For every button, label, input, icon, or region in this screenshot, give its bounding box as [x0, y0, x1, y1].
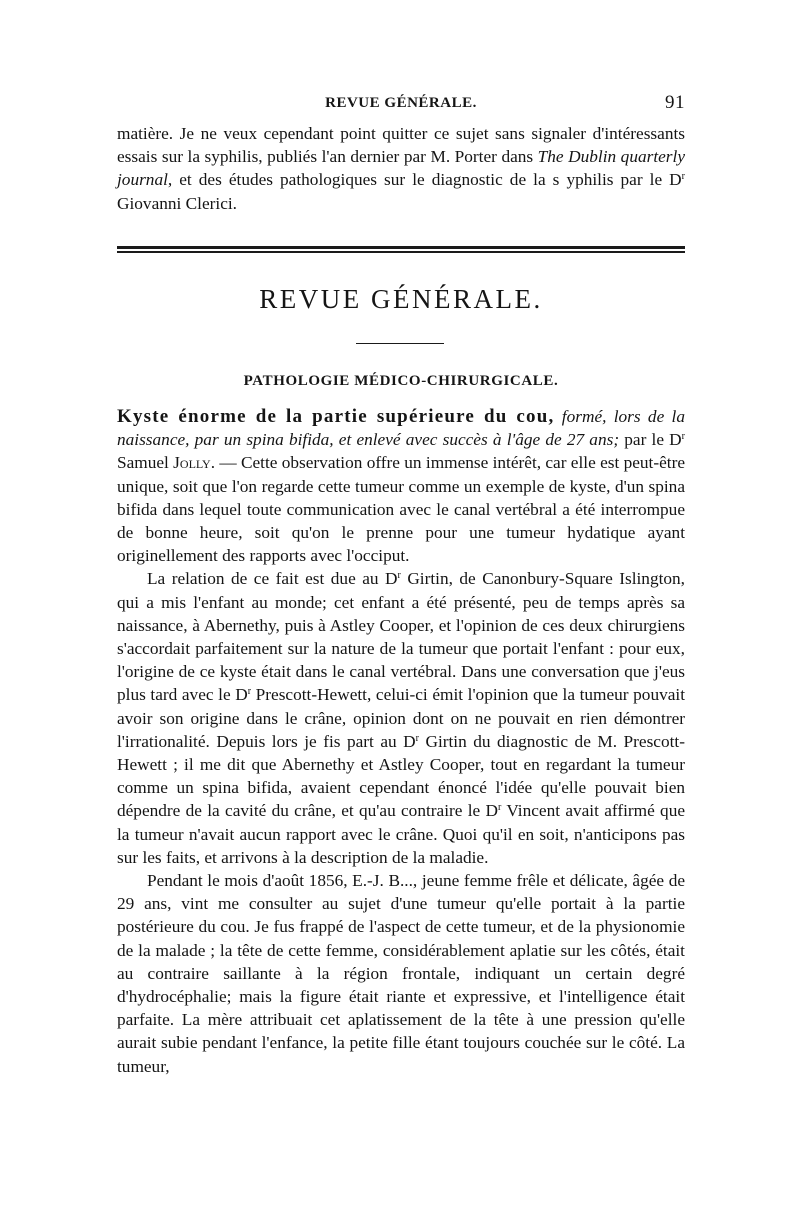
doctor-superscript: r: [247, 686, 252, 698]
running-head-title: REVUE GÉNÉRALE.: [325, 95, 477, 111]
article-title: Kyste énorme de la partie supérieure du cou,: [117, 406, 555, 427]
doctor-superscript: r: [397, 570, 401, 582]
article-subtitle: formé, lors de la naissance, par un spina bifida, et enlevé avec succès à l'âge de 27 ans;: [117, 407, 685, 450]
doctor-superscript: r: [681, 431, 685, 443]
intro-paragraph: [117, 122, 685, 215]
intro-text-part1: matière. Je ne veux cependant point quitter ce sujet sans signaler d'intéressants essais sur la syphilis, publiés l'an dernier par M. Porter dans: [117, 124, 685, 167]
double-rule-divider: [117, 246, 685, 253]
section-title: REVUE GÉNÉRALE.: [259, 284, 543, 314]
doctor-superscript: r: [681, 171, 685, 183]
section-subtitle: PATHOLOGIE MÉDICO-CHIRURGICALE.: [243, 373, 559, 389]
running-head: [117, 92, 685, 117]
article-paragraph-3: Pendant le mois d'août 1856, E.-J. B..., jeune femme frêle et délicate, âgée de 29 ans, vint me consulter au sujet d'une tumeur qu'elle portait à la partie postérieure du cou. Je fus frappé de l'aspect de cette tumeur, et de la physionomie de la malade ; la tête de cette femme, considérablement aplatie sur les côtés, était au contraire saillante à la région frontale, indiquant un certain degré d'hydrocéphalie; mais la figure était riante et expressive, et l'intelligence était parfaite. La mère attribuait cet aplatissement de la tête à une pression qu'elle aurait subie pendant l'enfance, la petite fille étant toujours couchée sur le côté. La tumeur,: [117, 871, 685, 1076]
journal-title: The Dublin quarterly journal: [117, 147, 685, 190]
intro-text-part2: , et des études pathologiques sur le diagnostic de la s yphilis par le D: [167, 170, 682, 190]
intro-text-part3: Giovanni Clerici.: [117, 193, 237, 213]
doctor-superscript: r: [498, 802, 502, 814]
article-paragraph-2: [117, 567, 685, 869]
byline-pre: par le D: [619, 430, 682, 450]
intro-text: [117, 122, 685, 215]
byline-name: Samuel: [117, 453, 174, 473]
article-paragraph-1: [117, 405, 685, 567]
doctor-superscript: r: [415, 732, 419, 744]
paragraph-2-text-a: La relation de ce fait est due au D: [147, 569, 398, 589]
page-number: 91: [665, 92, 685, 113]
paragraph-2-text-d: Girtin du diagnostic de M. Prescott-Hewett ; il me dit que Abernethy et Astley Cooper, tout en regardant la tumeur comme un spina bifida, avaient cependant énoncé l'idée qu'elle pouvait bien dépendre de la cavité du crâne, et qu'au contraire le D: [117, 731, 685, 821]
short-rule-divider: [356, 343, 444, 344]
author-surname: Jolly: [173, 453, 211, 473]
paragraph-2-text-e: Vincent avait affirmé que la tumeur n'avait aucun rapport avec le crâne. Quoi qu'il en soit, n'anticipons pas sur les faits, et arrivons à la description de la maladie.: [117, 801, 686, 867]
paragraph-2-text-b: Girtin, de Canonbury-Square Islington, qui a mis l'enfant au monde; cet enfant a été présenté, peu de temps après sa naissance, à Abernethy, puis à Astley Cooper, et l'opinion de ces deux chirurgiens s'accordait parfaitement sur la nature de la tumeur que portait l'enfant : pour eux, l'origine de ce kyste était dans le canal vertébral. Dans une conversation que j'eus plus tard avec le D: [117, 569, 685, 705]
paragraph-2-text-c: Prescott-Hewett, celui-ci émit l'opinion que la tumeur pouvait avoir son origine dans le crâne, opinion dont on ne pouvait en rien démontrer l'irrationalité. Depuis lors je fis part au D: [117, 685, 685, 751]
article-body: [117, 405, 685, 1078]
paragraph-1-text: . — Cette observation offre un immense intérêt, car elle est peut-être unique, soit que l'on regarde cette tumeur comme un exemple de kyste, d'un spina bifida dans lequel toute communication avec le canal vertébral a été interrompue de bonne heure, soit qu'on le prenne pour une tumeur hydatique ayant originellement des rapports avec l'occiput.: [117, 453, 686, 566]
